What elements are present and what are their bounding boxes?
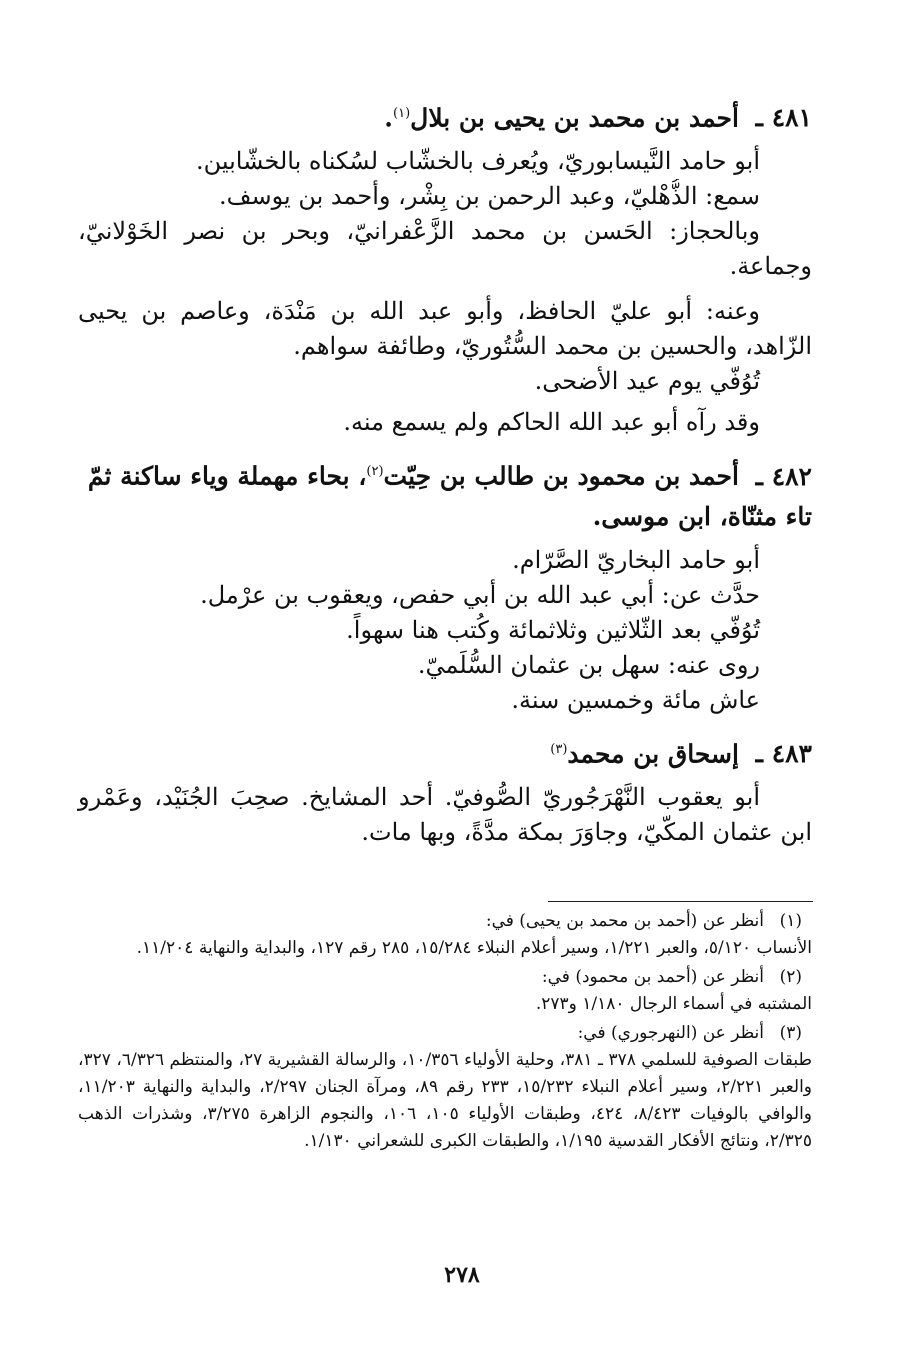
main-text	[78, 88, 812, 850]
entry-line: تُوُفّي يوم عيد الأضحى.	[534, 367, 760, 396]
entry-number: ٤٨٣ ـ	[755, 738, 812, 768]
entry-heading	[78, 452, 812, 536]
footnote-body	[78, 964, 812, 1018]
footnote	[78, 964, 812, 1018]
entry-line: أبو حامد النَّيسابوريّ، ويُعرف بالخشّاب لسُكناه بالخشّابين.	[195, 147, 760, 176]
footnote-mark: (٢)	[779, 967, 802, 987]
footnote-reference: (٢)	[366, 464, 384, 480]
entry-heading	[78, 730, 812, 774]
entry-heading-tail: .	[384, 103, 394, 133]
footnotes	[78, 908, 812, 1157]
entry-name: إسحاق بن محمد	[567, 738, 739, 768]
footnote-intro: أنظر عن (النهرجوري) في:	[577, 1023, 764, 1043]
footnote-text: طبقات الصوفية للسلمي ٣٧٨ ـ ٣٨١، وحلية الأولياء ١٠/٣٥٦، والرسالة القشيرية ٢٧، والمنتظم ٦/٣٢٦، ٣٢٧، والعبر ٢/٢٢١، وسير أعلام النبلاء ١٥/٢٣٢، ٢٣٣ رقم ٨٩، ومرآة الجنان ٢/٢٩٧، والبداية والنهاية ١١/٢٠٣، والوافي بالوفيات ٨/٤٢٣، ٤٢٤، وطبقات الأولياء ١٠٥، ١٠٦، والنجوم الزاهرة ٣/٢٧٥، وشذرات الذهب ٢/٣٢٥، ونتائج الأفكار القدسية ١/١٩٥، والطبقات الكبرى للشعراني ١/١٣٠.	[78, 1050, 813, 1151]
footnote-text: الأنساب ٥/١٢٠، والعبر ١/٢٢١، وسير أعلام النبلاء ١٥/٢٨٤، ٢٨٥ رقم ١٢٧، والبداية والنهاية ١١/٢٠٤.	[136, 938, 812, 958]
entry-paragraph: وعنه: أبو عليّ الحافظ، وأبو عبد الله بن مَنْدَة، وعاصم بن يحيى الزّاهد، والحسين بن محمد السُّتُوريّ، وطائفة سواهم.	[78, 297, 812, 361]
entry-line: روى عنه: سهل بن عثمان السُّلَميّ.	[417, 650, 760, 679]
footnote-body	[78, 1020, 813, 1155]
entry-line: أبو حامد البخاريّ الصَّرّام.	[512, 545, 760, 574]
footnote-intro: أنظر عن (أحمد بن محمود) في:	[541, 967, 764, 987]
entry-name: أحمد بن محمود بن طالب بن حِيّت	[383, 461, 739, 491]
footnote-intro: أنظر عن (أحمد بن محمد بن يحيى) في:	[485, 911, 764, 931]
footnote-mark: (٣)	[779, 1023, 802, 1043]
footnote-mark: (١)	[779, 911, 802, 931]
entry-name: أحمد بن محمد بن يحيى بن بلال	[410, 103, 739, 133]
footnote-divider	[548, 901, 813, 902]
footnote-reference: (٣)	[550, 741, 568, 757]
entry-line: عاش مائة وخمسين سنة.	[511, 685, 760, 714]
footnote	[78, 1020, 812, 1155]
entry-number: ٤٨٢ ـ	[755, 461, 812, 491]
footnote	[78, 908, 812, 962]
entry-line: وقد رآه أبو عبد الله الحاكم ولم يسمع منه.	[343, 408, 760, 437]
footnote-text: المشتبه في أسماء الرجال ١/١٨٠ و٢٧٣.	[535, 994, 812, 1014]
entry-line: حدَّث عن: أبي عبد الله بن أبي حفص، ويعقوب بن عرْمل.	[200, 580, 760, 609]
footnote-reference: (١)	[393, 106, 411, 121]
entry-heading-tail: ، بحاء مهملة وياء ساكنة ثمّ تاء مثنّاة، ابن موسى.	[87, 461, 812, 531]
entry-line: سمع: الذُّهْليّ، وعبد الرحمن بن بِشْر، وأحمد بن يوسف.	[219, 182, 760, 211]
entry-paragraph: أبو يعقوب النَّهْرَجُوريّ الصُّوفيّ. أحد المشايخ. صحِبَ الجُنَيْد، وعَمْرو ابن عثمان المكّيّ، وجاوَرَ بمكة مدَّةً، وبها مات.	[78, 782, 812, 846]
entry-heading	[78, 94, 812, 138]
entry-paragraph: وبالحجاز: الحَسن بن محمد الزَّعْفرانيّ، وبحر بن نصر الخَوْلانيّ، وجماعة.	[78, 217, 812, 281]
entry-line: تُوُفّي بعد الثّلاثين وثلاثمائة وكُتب هنا سهواً.	[346, 615, 760, 644]
footnote-body	[78, 908, 812, 962]
entry-number: ٤٨١ ـ	[755, 103, 812, 133]
page-number: ٢٧٨	[444, 1262, 480, 1288]
